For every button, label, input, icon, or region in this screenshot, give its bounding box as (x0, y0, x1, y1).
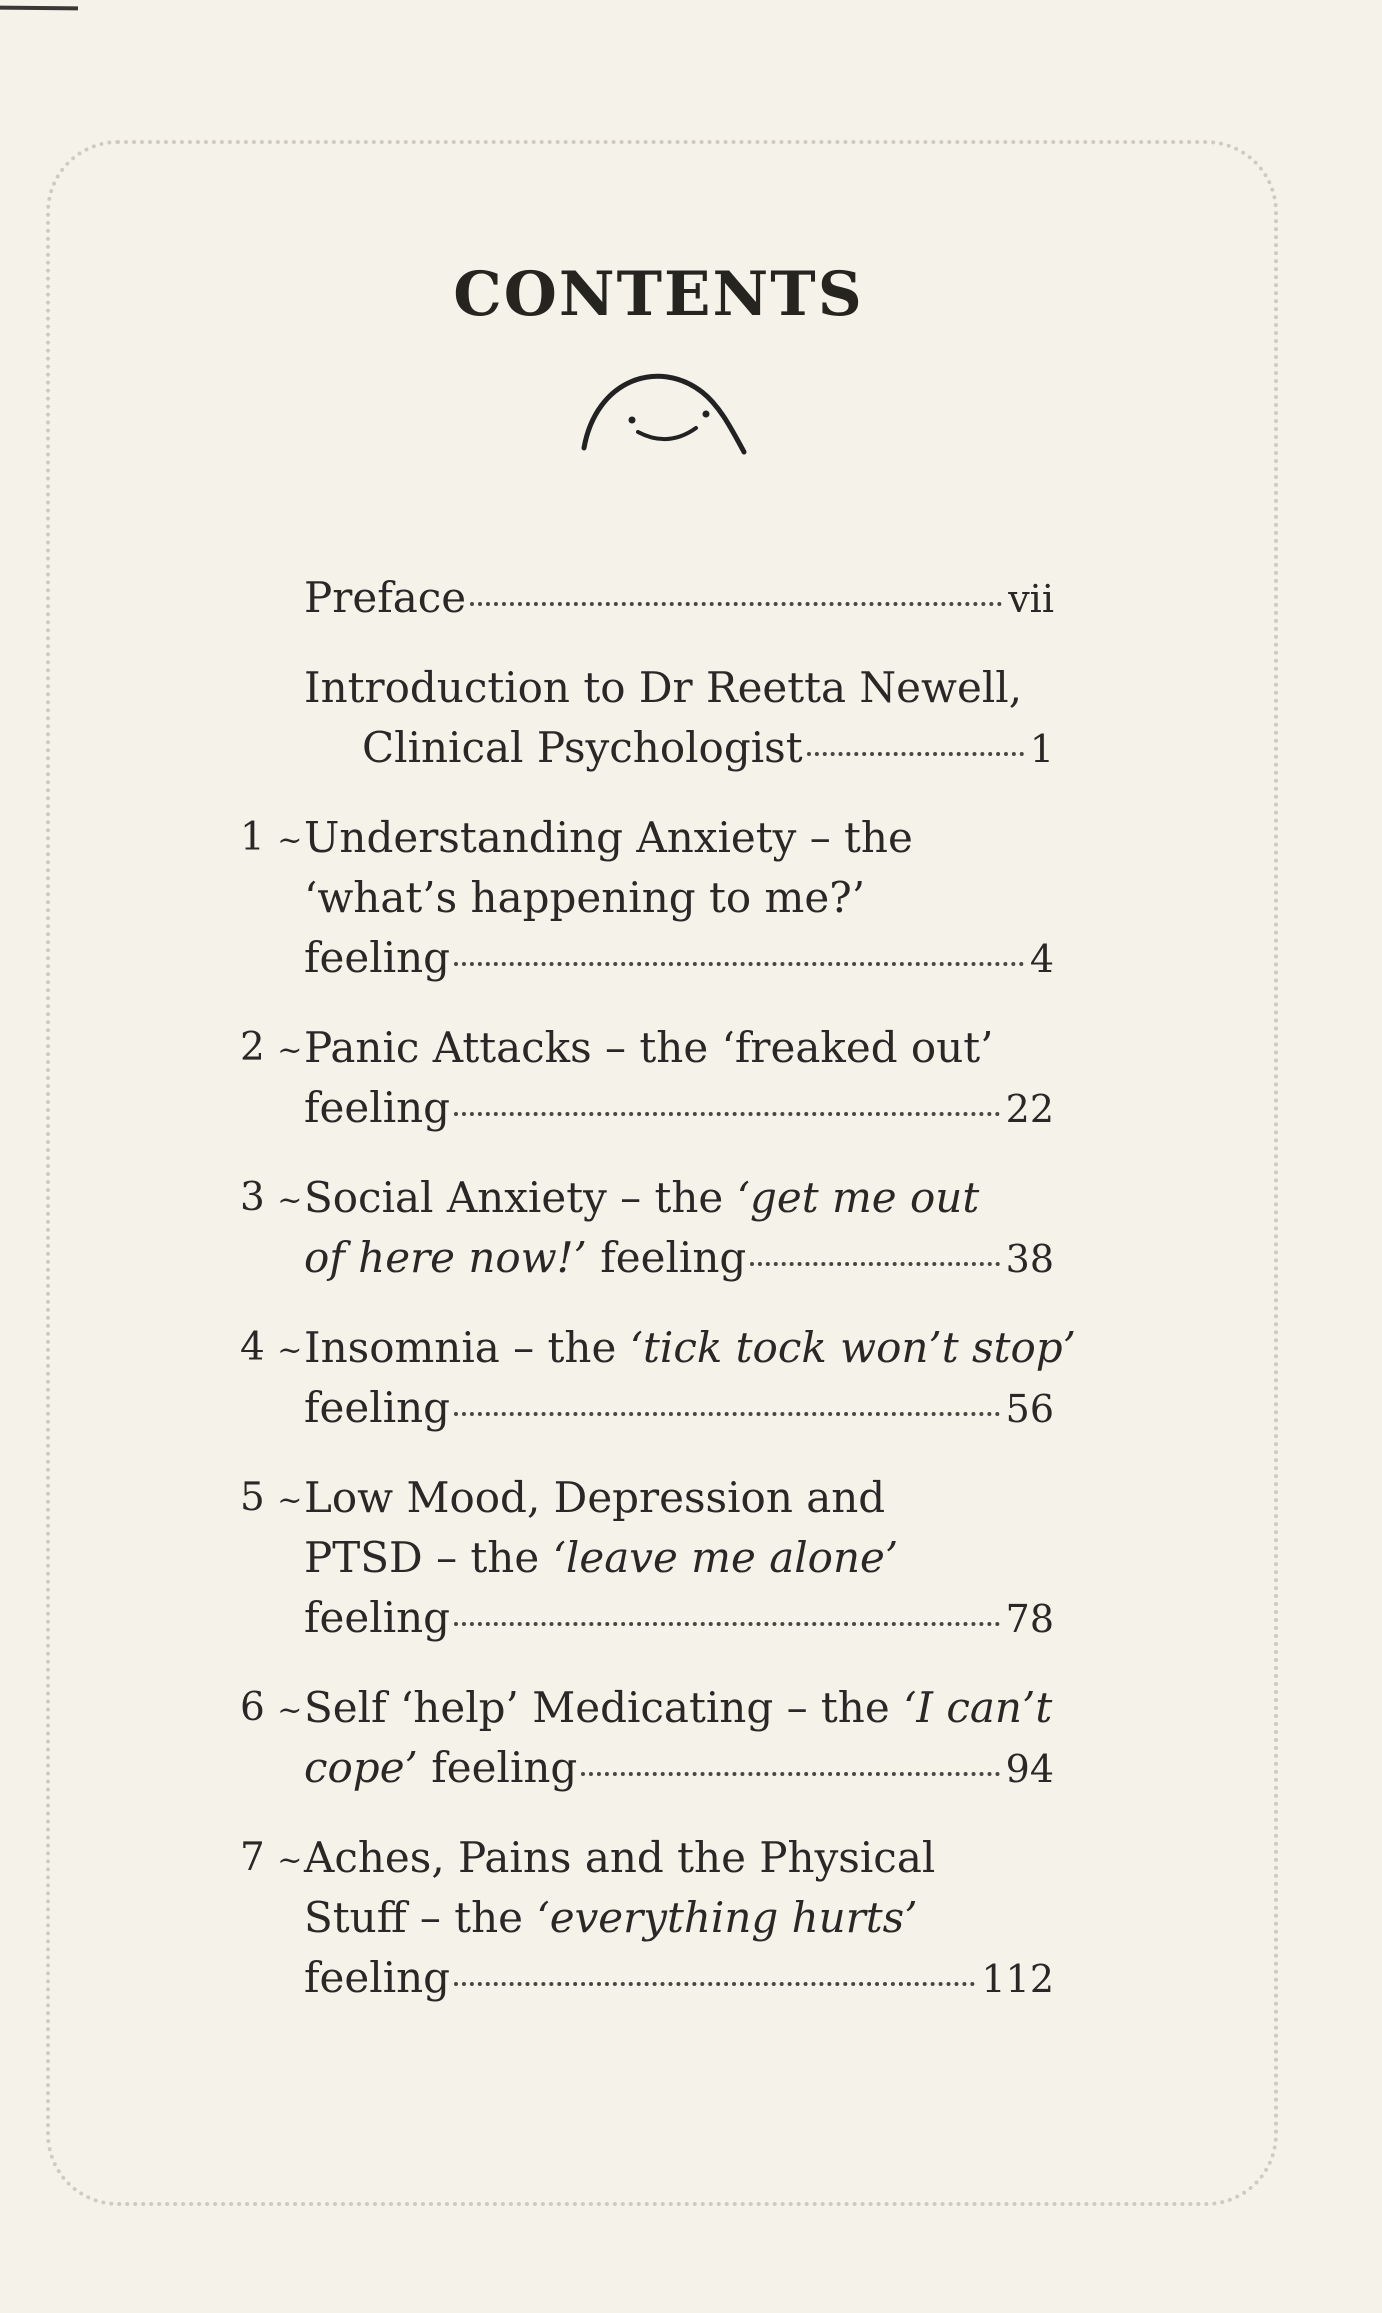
dot-leader (470, 602, 1002, 606)
entry-title-continued: feeling (304, 1593, 451, 1642)
entry-title: Understanding Anxiety – the (304, 813, 913, 862)
entry-title: Low Mood, Depression and (304, 1473, 886, 1522)
entry-title-continued: of here now!’ feeling (304, 1233, 747, 1282)
chapter-number: 2 ~ (240, 1025, 303, 1070)
dot-leader (750, 1262, 999, 1266)
chapter-number: 1 ~ (240, 815, 303, 860)
page-number: 112 (981, 1957, 1054, 2001)
entry-title-continued: feeling (304, 1083, 451, 1132)
page-number: 78 (1005, 1597, 1054, 1641)
chapter-number: 6 ~ (240, 1685, 303, 1730)
entry-title-continued: PTSD – the ‘leave me alone’ (304, 1533, 899, 1582)
dot-leader (454, 1982, 975, 1986)
chapter-number: 5 ~ (240, 1475, 303, 1520)
page-number: 94 (1005, 1747, 1054, 1791)
chapter-number: 3 ~ (240, 1175, 303, 1220)
entry-title-continued: Stuff – the ‘everything hurts’ (304, 1893, 918, 1942)
page-number: 1 (1029, 727, 1054, 771)
entry-title: Panic Attacks – the ‘freaked out’ (304, 1023, 994, 1072)
chapter-number: 7 ~ (240, 1835, 303, 1880)
entry-title: Self ‘help’ Medicating – the ‘I can’t (304, 1683, 1053, 1732)
entry-title-continued: feeling (304, 1383, 451, 1432)
dot-leader (581, 1772, 999, 1776)
toc-entry-chapter-1[interactable] (240, 808, 1054, 989)
toc-entry-chapter-2[interactable] (240, 1018, 1054, 1139)
page-number: 56 (1005, 1387, 1054, 1431)
entry-title-continued: feeling (304, 1953, 451, 2002)
entry-title: Insomnia – the ‘tick tock won’t stop’ (304, 1323, 1076, 1372)
toc-entry-chapter-3[interactable] (240, 1168, 1054, 1289)
entry-title: Preface (304, 573, 467, 622)
page-number: 22 (1005, 1087, 1054, 1131)
toc-entry-chapter-4[interactable] (240, 1318, 1076, 1439)
dot-leader (807, 752, 1024, 756)
page-number: 4 (1029, 937, 1054, 981)
entry-title: Aches, Pains and the Physical (304, 1833, 936, 1882)
toc-entry-chapter-5[interactable] (240, 1468, 1054, 1649)
dot-leader (454, 962, 1024, 966)
toc-entry-introduction[interactable] (304, 658, 1054, 779)
chapter-number: 4 ~ (240, 1325, 303, 1370)
entry-title: Social Anxiety – the ‘get me out (304, 1173, 980, 1222)
entry-title-continued: feeling (304, 933, 451, 982)
entry-title: Introduction to Dr Reetta Newell, (304, 663, 1023, 712)
toc-entry-preface[interactable] (304, 568, 1054, 629)
smiley-face-icon (572, 360, 752, 460)
page-title: CONTENTS (453, 258, 864, 330)
dot-leader (454, 1112, 1000, 1116)
page-number: 38 (1005, 1237, 1054, 1281)
dot-leader (454, 1412, 1000, 1416)
toc-entry-chapter-7[interactable] (240, 1828, 1054, 2009)
page-number: vii (1008, 577, 1054, 621)
entry-title-continued: Clinical Psychologist (362, 723, 803, 772)
toc-entry-chapter-6[interactable] (240, 1678, 1054, 1799)
scan-edge-mark (0, 6, 78, 11)
entry-title-continued: cope’ feeling (304, 1743, 578, 1792)
dot-leader (454, 1622, 1000, 1626)
entry-title-continued: ‘what’s happening to me?’ (304, 873, 866, 922)
